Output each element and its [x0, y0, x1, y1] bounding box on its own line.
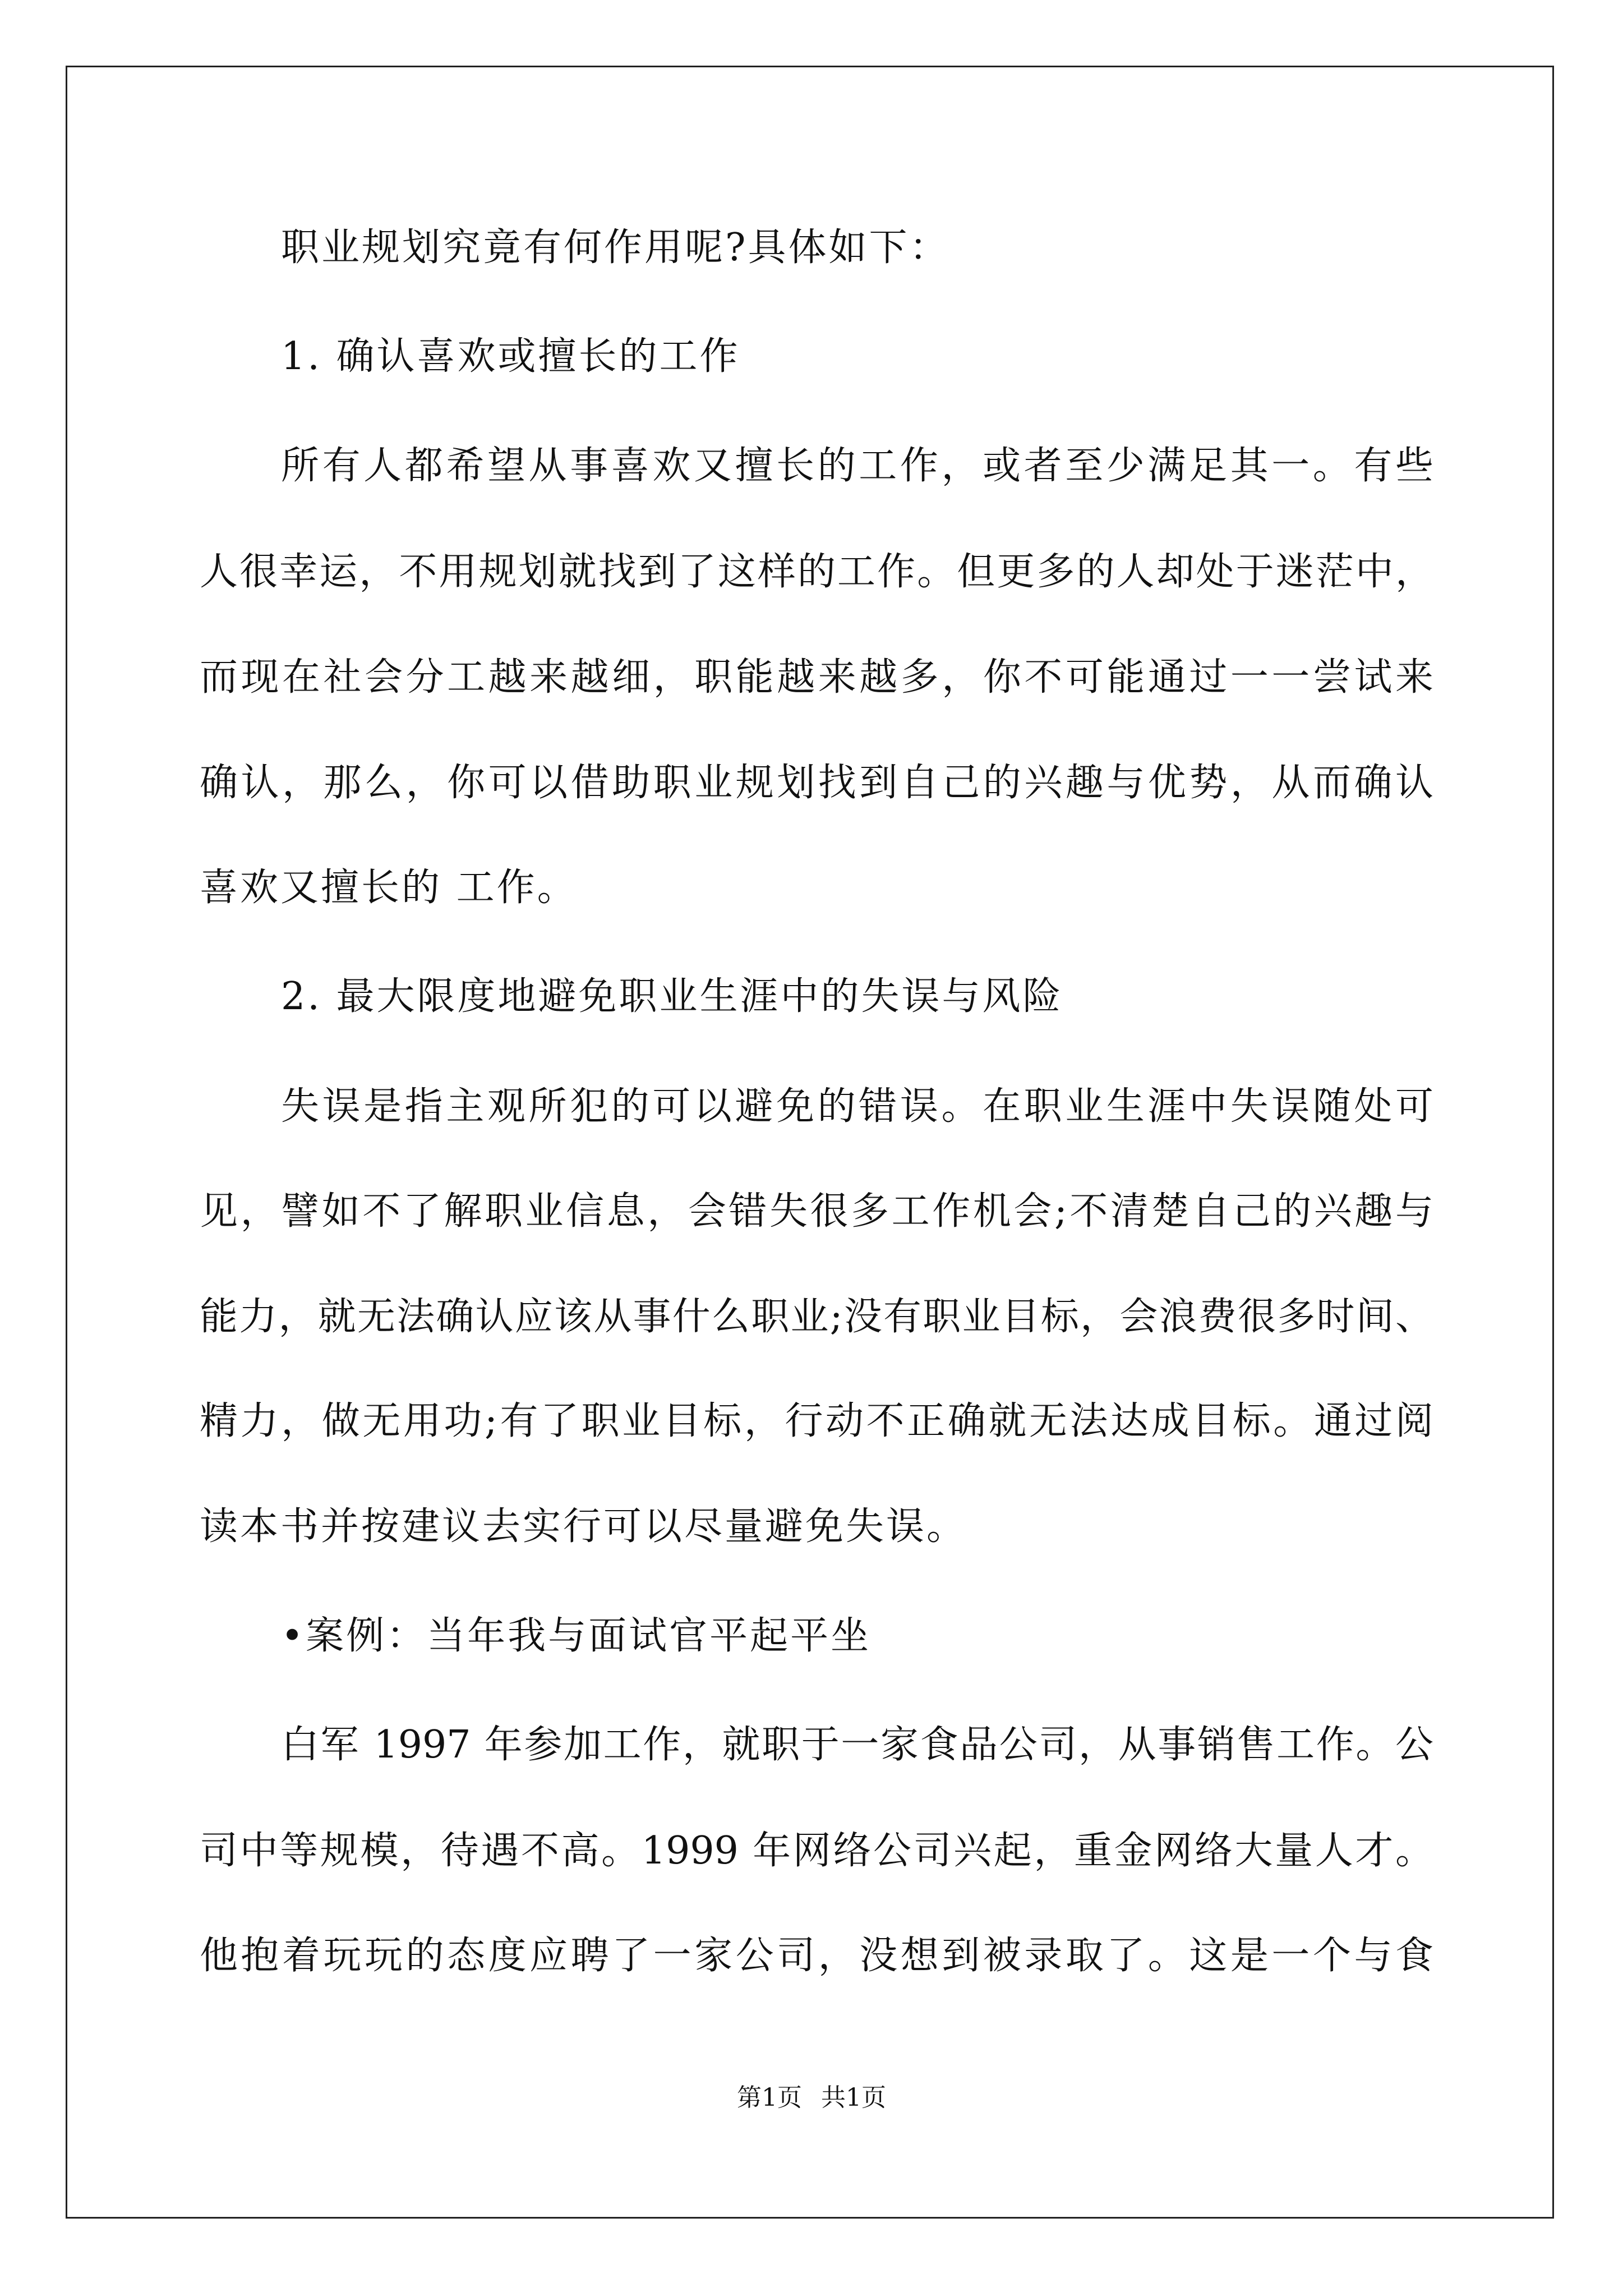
paragraph-1-line-2: 人很幸运，不用规划就找到了这样的工作。但更多的人却处于迷茫中，: [200, 550, 1433, 594]
heading-1: 1. 确认喜欢或擅长的工作: [281, 334, 740, 379]
paragraph-2-line-4: 精力，做无用功;有了职业目标，行动不正确就无法达成目标。通过阅: [200, 1399, 1433, 1443]
paragraph-2-line-3: 能力，就无法确认应该从事什么职业;没有职业目标，会浪费很多时间、: [200, 1295, 1433, 1339]
paragraph-3-line-1: 白军 1997 年参加工作，就职于一家食品公司，从事销售工作。公: [281, 1723, 1433, 1767]
page-footer: [0, 2081, 1623, 2115]
paragraph-1-line-5: 喜欢又擅长的 工作。: [200, 866, 578, 910]
heading-2: 2. 最大限度地避免职业生涯中的失误与风险: [281, 974, 1063, 1019]
paragraph-2-line-1: 失误是指主观所犯的可以避免的错误。在职业生涯中失误随处可: [281, 1084, 1433, 1129]
paragraph-1-line-3: 而现在社会分工越来越细，职能越来越多，你不可能通过一一尝试来: [200, 655, 1433, 700]
page-border: [66, 66, 1554, 2219]
case-heading: •案例：当年我与面试官平起平坐: [281, 1614, 872, 1658]
paragraph-3-line-2: 司中等规模，待遇不高。1999 年网络公司兴起，重金网络大量人才。: [200, 1829, 1433, 1873]
intro-question: 职业规划究竟有何作用呢?具体如下：: [281, 226, 950, 270]
total-pages: 共1页: [821, 2083, 886, 2112]
paragraph-3-line-3: 他抱着玩玩的态度应聘了一家公司，没想到被录取了。这是一个与食: [200, 1934, 1433, 1978]
page-number: 第1页: [737, 2083, 802, 2112]
paragraph-2-line-2: 见，譬如不了解职业信息，会错失很多工作机会;不清楚自己的兴趣与: [200, 1189, 1433, 1234]
paragraph-2-line-5: 读本书并按建议去实行可以尽量避免失误。: [200, 1504, 967, 1549]
paragraph-1-line-4: 确认，那么，你可以借助职业规划找到自己的兴趣与优势，从而确认: [200, 761, 1433, 805]
paragraph-1-line-1: 所有人都希望从事喜欢又擅长的工作，或者至少满足其一。有些: [281, 444, 1433, 488]
